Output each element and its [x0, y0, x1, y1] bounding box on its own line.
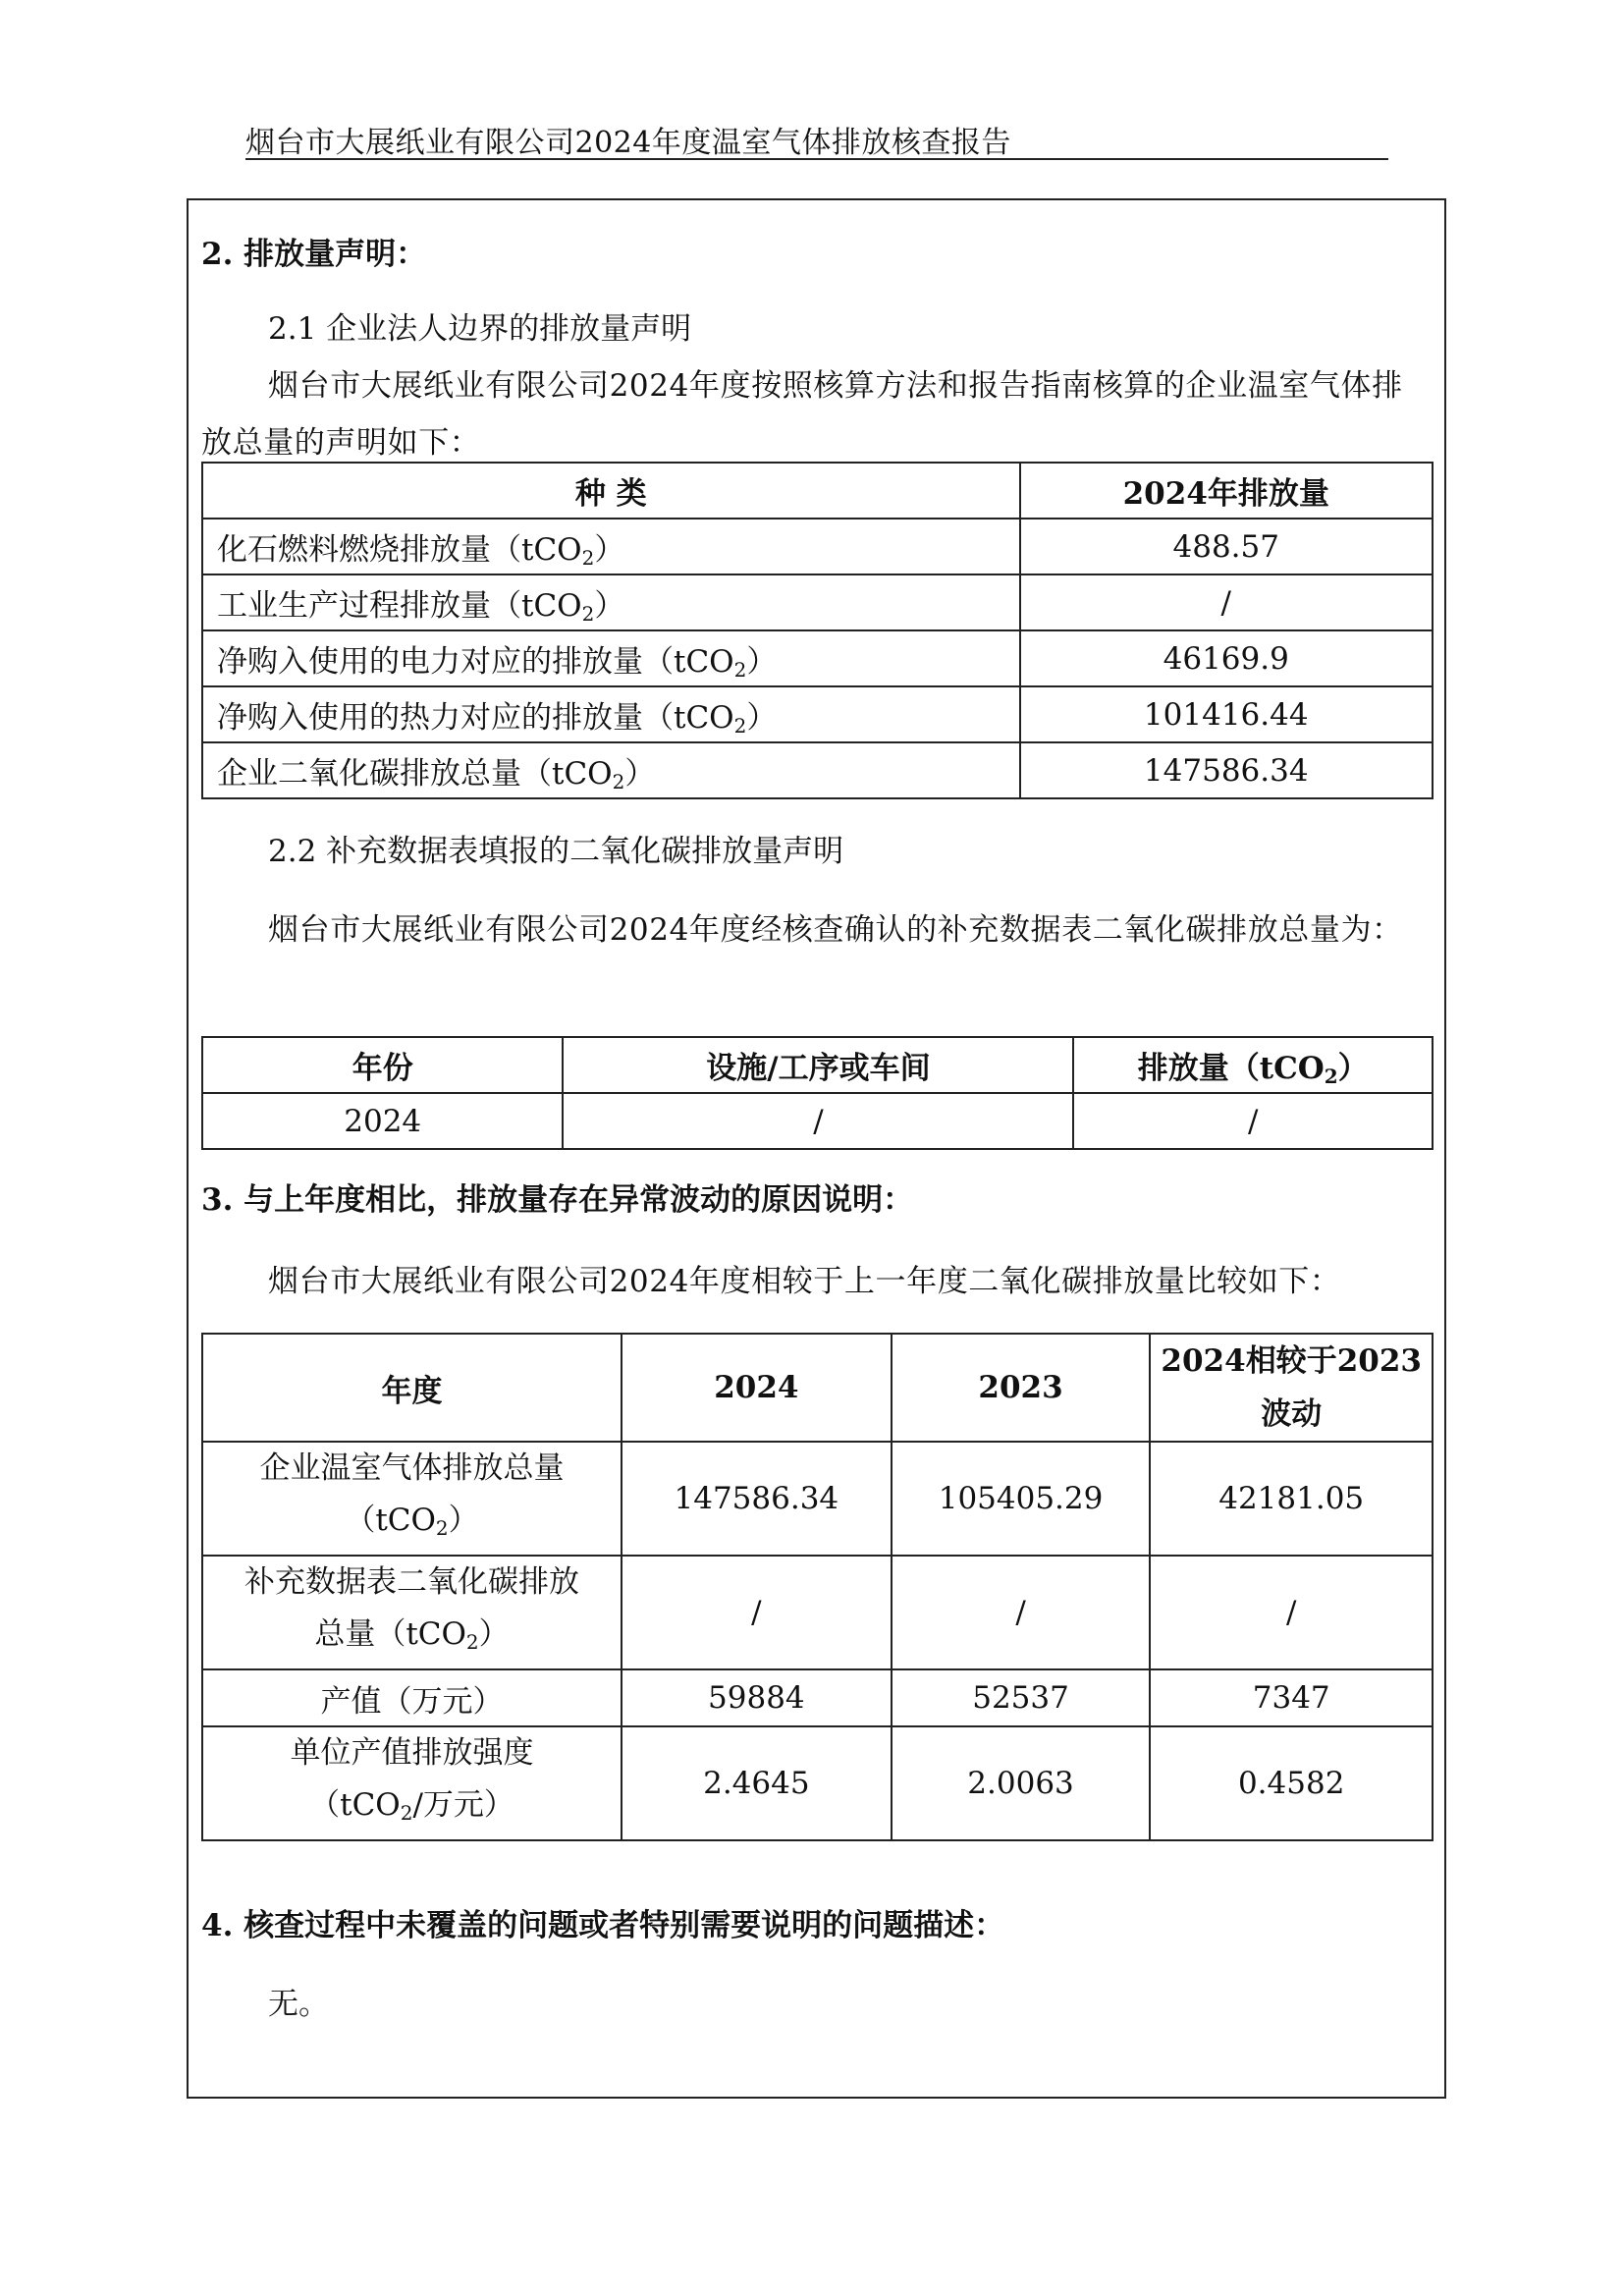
- table-row: [202, 742, 1433, 798]
- section-2-heading: 2. 排放量声明：: [201, 237, 427, 272]
- row-value: 101416.44: [1020, 686, 1434, 742]
- row-label: 净购入使用的热力对应的排放量（tCO$_2$）: [202, 686, 1020, 742]
- table-cell: 59884: [622, 1669, 892, 1726]
- table-row: [202, 574, 1433, 630]
- comparison-table: [201, 1333, 1434, 1841]
- table-row: [202, 519, 1433, 574]
- section-3-text: 烟台市大展纸业有限公司2024年度相较于上一年度二氧化碳排放量比较如下：: [268, 1264, 1341, 1299]
- row-label: 净购入使用的电力对应的排放量（tCO$_2$）: [202, 630, 1020, 686]
- table-header: 年度: [202, 1334, 622, 1442]
- table-cell: 147586.34: [622, 1442, 892, 1556]
- row-label: 单位产值排放强度 （tCO$_2$/万元）: [202, 1726, 622, 1840]
- table-cell: 42181.05: [1150, 1442, 1433, 1556]
- table-header: 2024: [622, 1334, 892, 1442]
- report-header-title: 烟台市大展纸业有限公司2024年度温室气体排放核查报告: [245, 126, 1011, 160]
- supplementary-table: [201, 1036, 1434, 1150]
- row-label: 化石燃料燃烧排放量（tCO$_2$）: [202, 519, 1020, 574]
- table-row: [202, 630, 1433, 686]
- table-cell: 52537: [892, 1669, 1151, 1726]
- table-cell: /: [1150, 1556, 1433, 1669]
- row-value: /: [1020, 574, 1434, 630]
- row-label: 补充数据表二氧化碳排放 总量（tCO$_2$）: [202, 1556, 622, 1669]
- row-label: 企业温室气体排放总量 （tCO$_2$）: [202, 1442, 622, 1556]
- table-cell: /: [563, 1093, 1073, 1149]
- section-2-2-heading: 2.2 补充数据表填报的二氧化碳排放量声明: [268, 834, 844, 869]
- section-2-1-heading: 2.1 企业法人边界的排放量声明: [268, 311, 692, 347]
- table-header: 排放量（tCO$_2$）: [1073, 1037, 1433, 1093]
- row-label: 产值（万元）: [202, 1669, 622, 1726]
- table-row: [202, 1093, 1433, 1149]
- section-4-text: 无。: [268, 1987, 329, 2022]
- header-rule: [245, 158, 1388, 160]
- table-row: [202, 1669, 1433, 1726]
- row-value: 147586.34: [1020, 742, 1434, 798]
- table-cell: /: [892, 1556, 1151, 1669]
- table-row: [202, 686, 1433, 742]
- row-label: 工业生产过程排放量（tCO$_2$）: [202, 574, 1020, 630]
- table-cell: 2024: [202, 1093, 563, 1149]
- table-header: 2023: [892, 1334, 1151, 1442]
- table-header: 种 类: [202, 463, 1020, 519]
- table-row: [202, 1556, 1433, 1669]
- section-3-heading: 3. 与上年度相比，排放量存在异常波动的原因说明：: [201, 1182, 914, 1218]
- table-header: 年份: [202, 1037, 563, 1093]
- table-row: [202, 1726, 1433, 1840]
- section-2-2-text: 烟台市大展纸业有限公司2024年度经核查确认的补充数据表二氧化碳排放总量为：: [268, 912, 1403, 948]
- section-4-heading: 4. 核查过程中未覆盖的问题或者特别需要说明的问题描述：: [201, 1908, 1005, 1943]
- table-cell: 2.0063: [892, 1726, 1151, 1840]
- row-value: 488.57: [1020, 519, 1434, 574]
- emissions-table: [201, 462, 1434, 799]
- row-value: 46169.9: [1020, 630, 1434, 686]
- table-cell: 7347: [1150, 1669, 1433, 1726]
- table-header: 设施/工序或车间: [563, 1037, 1073, 1093]
- table-cell: /: [622, 1556, 892, 1669]
- table-cell: 0.4582: [1150, 1726, 1433, 1840]
- table-cell: /: [1073, 1093, 1433, 1149]
- row-label: 企业二氧化碳排放总量（tCO$_2$）: [202, 742, 1020, 798]
- section-2-1-text: 烟台市大展纸业有限公司2024年度按照核算方法和报告指南核算的企业温室气体排放总量的声明如下：: [201, 368, 1403, 461]
- table-row: [202, 1442, 1433, 1556]
- table-header: 2024年排放量: [1020, 463, 1434, 519]
- table-cell: 105405.29: [892, 1442, 1151, 1556]
- table-cell: 2.4645: [622, 1726, 892, 1840]
- table-header: 2024相较于2023 波动: [1150, 1334, 1433, 1442]
